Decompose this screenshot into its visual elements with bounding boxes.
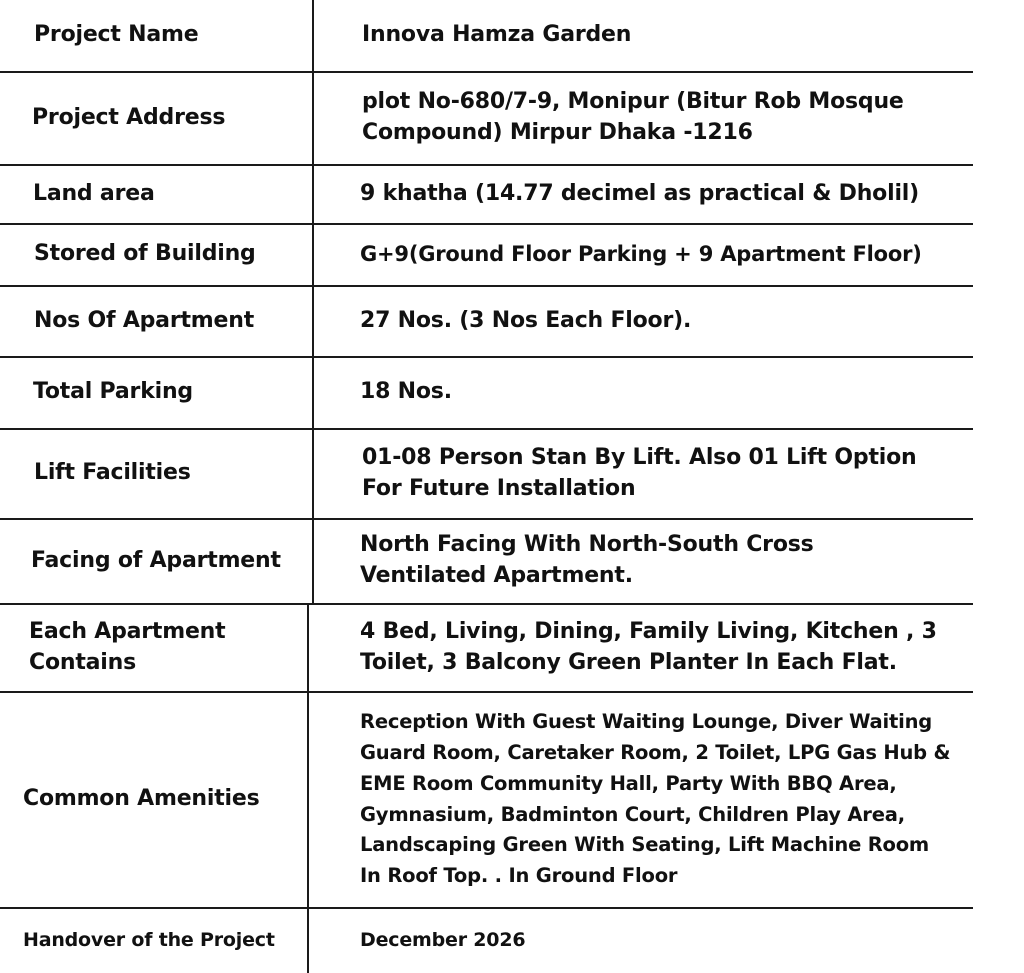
row-value: December 2026 bbox=[360, 929, 526, 952]
row-value: Innova Hamza Garden bbox=[362, 22, 632, 48]
row-label: Nos Of Apartment bbox=[34, 307, 255, 333]
row-label: Total Parking bbox=[33, 379, 193, 405]
row-value: North Facing With North-South Cross Ventilated Apartment. bbox=[360, 532, 814, 588]
row-label: Project Name bbox=[34, 22, 199, 48]
row-value: 4 Bed, Living, Dining, Family Living, Kitchen , 3 Toilet, 3 Balcony Green Planter In Each Flat. bbox=[360, 618, 937, 675]
row-value: plot No-680/7-9, Monipur (Bitur Rob Mosque Compound) Mirpur Dhaka -1216 bbox=[362, 89, 904, 145]
row-value: 01-08 Person Stan By Lift. Also 01 Lift Option For Future Installation bbox=[362, 444, 917, 501]
row-value: 18 Nos. bbox=[360, 379, 452, 405]
row-label: Each Apartment Contains bbox=[29, 618, 226, 675]
column-divider bbox=[312, 0, 314, 603]
row-label: Facing of Apartment bbox=[31, 547, 281, 573]
row-label: Common Amenities bbox=[23, 786, 260, 812]
row-label: Lift Facilities bbox=[34, 460, 191, 486]
row-label: Land area bbox=[33, 180, 155, 206]
column-divider bbox=[307, 603, 309, 973]
row-value: 9 khatha (14.77 decimel as practical & Dholil) bbox=[360, 180, 919, 206]
row-label: Handover of the Project bbox=[23, 929, 275, 952]
row-label: Stored of Building bbox=[34, 241, 256, 267]
row-label: Project Address bbox=[32, 104, 226, 130]
row-value: G+9(Ground Floor Parking + 9 Apartment Floor) bbox=[360, 241, 922, 266]
row-value: Reception With Guest Waiting Lounge, Diver Waiting Guard Room, Caretaker Room, 2 Toilet, LPG Gas Hub & EME Room Community Hall, Party With BBQ Area, Gymnasium, Badminton Court, Children Play Area, Landscaping Green With Seating, Lift Machine Room In Roof Top. . In Ground Floor bbox=[360, 710, 951, 888]
row-value: 27 Nos. (3 Nos Each Floor). bbox=[360, 307, 692, 333]
